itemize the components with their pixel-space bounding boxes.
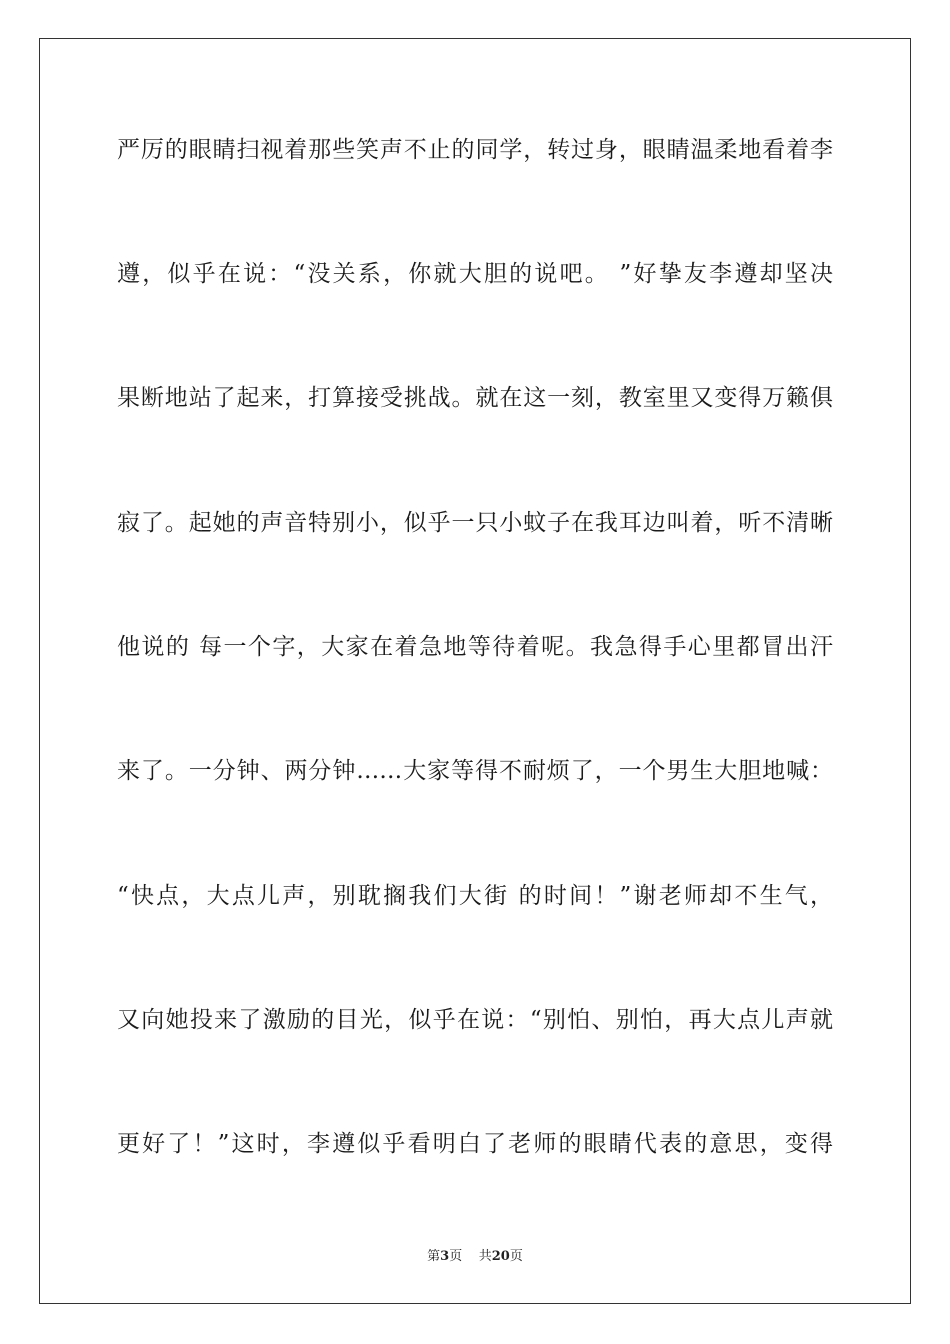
text-line-6: 来了。一分钟、两分钟……大家等得不耐烦了，一个男生大胆地喊： [117, 758, 833, 784]
page-border [39, 38, 911, 1304]
footer-total-pages: 20 [491, 1249, 510, 1264]
text-line-1: 严厉的眼睛扫视着那些笑声不止的同学，转过身，眼睛温柔地看着李 [117, 137, 833, 163]
text-line-2: 遵，似乎在说：“没关系，你就大胆的说吧。 ”好挚友李遵却坚决 [117, 261, 833, 287]
page-footer [0, 1245, 950, 1264]
text-line-5: 他说的 每一个字，大家在着急地等待着呢。我急得手心里都冒出汗 [117, 634, 833, 660]
text-line-9: 更好了！”这时，李遵似乎看明白了老师的眼睛代表的意思，变得 [117, 1131, 833, 1157]
text-line-7: “快点，大点儿声，别耽搁我们大街 的时间！”谢老师却不生气， [117, 883, 833, 909]
footer-page-prefix: 第 [427, 1249, 441, 1264]
footer-page-number: 3 [440, 1249, 450, 1264]
text-line-4: 寂了。起她的声音特别小，似乎一只小蚊子在我耳边叫着，听不清晰 [117, 510, 833, 536]
text-line-8: 又向她投来了激励的目光，似乎在说：“别怕、别怕，再大点儿声就 [117, 1007, 833, 1033]
footer-page-suffix: 页 [449, 1249, 463, 1264]
footer-total-suffix: 页 [509, 1249, 523, 1264]
footer-total-prefix: 共 [478, 1249, 492, 1264]
text-line-3: 果断地站了起来，打算接受挑战。就在这一刻，教室里又变得万籁俱 [117, 385, 833, 411]
